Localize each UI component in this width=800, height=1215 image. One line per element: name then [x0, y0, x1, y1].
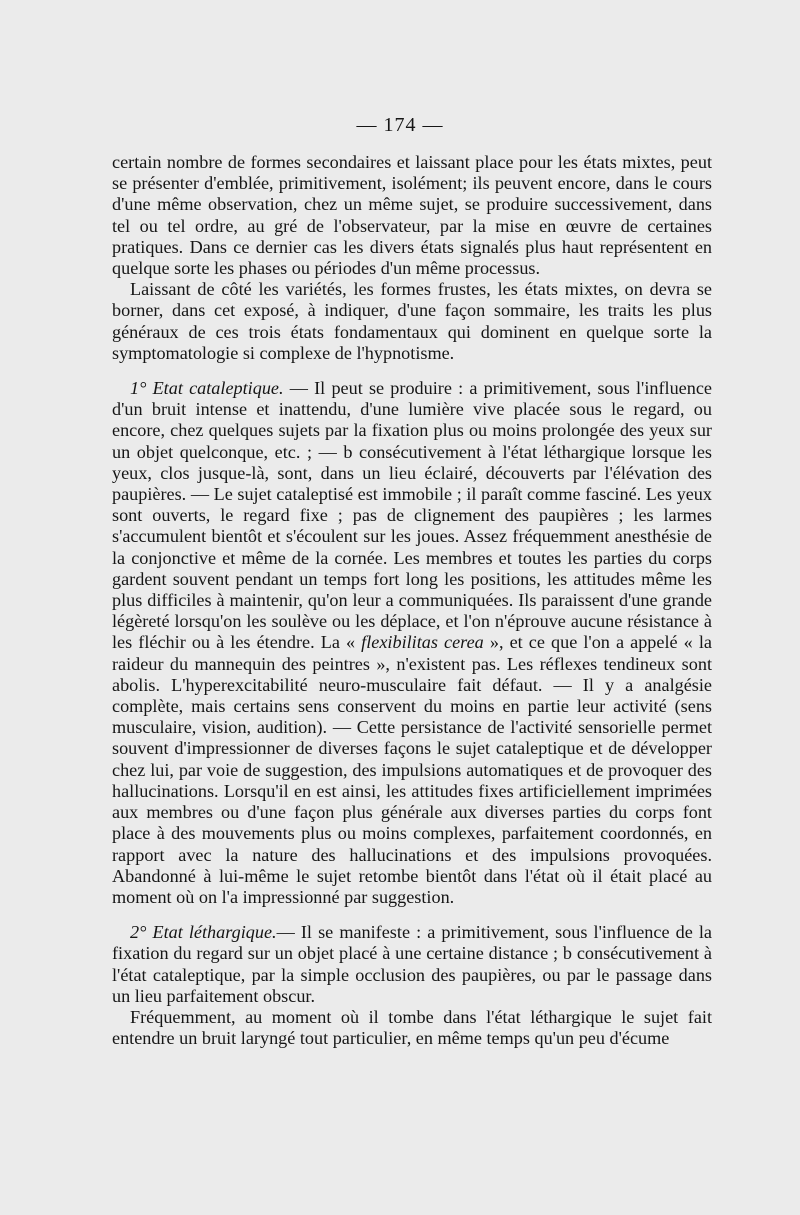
- paragraph-cataleptic-text: — Il peut se produire : a primitivement, sous l'influence d'un bruit intense et inattendu, d'une lumière vive placée sous le regard, ou encore, chez quelques sujets par la fixation plus ou moins prolongée des yeux sur un objet quelconque, etc. ; — b consécutivement à l'état léthargique lorsque les yeux, clos jusque-là, sont, dans un lieu éclairé, découverts par l'élévation des paupières. — Le sujet cataleptisé est immobile ; il paraît comme fasciné. Les yeux sont ouverts, le regard fixe ; pas de clignement des paupières ; les larmes s'accumulent bientôt et s'écoulent sur les joues. Assez fréquemment anesthésie de la conjonctive et même de la cornée. Les membres et toutes les parties du corps gardent souvent pendant un temps fort long les positions, les attitudes même les plus difficiles à maintenir, qu'on leur a communiquées. Ils paraissent d'une grande légèreté lorsqu'on les soulève ou les déplace, et l'on n'éprouve aucune résistance à les fléchir ou à les étendre. La «: [112, 378, 712, 653]
- section-heading-cataleptic: 1° Etat cataleptique.: [130, 378, 284, 399]
- body-text: [112, 152, 712, 1049]
- paragraph-cataleptic-state: [112, 378, 712, 908]
- paragraph-overview: Laissant de côté les variétés, les formes frustes, les états mixtes, on devra se borner, dans cet exposé, à indiquer, d'une façon sommaire, les traits les plus généraux de ces trois états fondamentaux qui dominent en quelque sorte la symptomatologie si complexe de l'hypnotisme.: [112, 279, 712, 363]
- section-heading-lethargic: 2° Etat léthargique.: [130, 922, 277, 943]
- italic-term: flexibilitas cerea: [361, 632, 484, 653]
- paragraph-lethargic-detail: Fréquemment, au moment où il tombe dans l'état léthargique le sujet fait entendre un bruit laryngé tout particulier, en même temps qu'un peu d'écume: [112, 1006, 712, 1049]
- paragraph-lethargic-text: — Il se manifeste : a primitivement, sous l'influence de la fixation du regard sur un objet placé à une certaine distance ; b consécutivement à l'état cataleptique, par la simple occlusion des paupières, ou par le passage dans un lieu parfaitement obscur.: [112, 922, 712, 1006]
- page-number: — 174 —: [356, 114, 444, 136]
- paragraph-lethargic-state: [112, 922, 712, 1007]
- paragraph-cataleptic-text-continued: », et ce que l'on a appelé « la raideur du mannequin des peintres », n'existent pas. Les réflexes tendineux sont abolis. L'hyperexcitabilité neuro-musculaire fait défaut. — Il y a analgésie complète, mais certains sens conservent du moins en partie leur activité (sens musculaire, vision, audition). — Cette persistance de l'activité sensorielle permet souvent d'impressionner de diverses façons le sujet cataleptique et de développer chez lui, par voie de suggestion, des impulsions automatiques et de provoquer des hallucinations. Lorsqu'il en est ainsi, les attitudes fixes artificiellement imprimées aux membres ou d'une façon plus générale aux diverses parties du corps font place à des mouvements plus ou moins complexes, parfaitement coordonnés, en rapport avec la nature des hallucinations et des impulsions provoquées. Abandonné à lui-même le sujet retombe bientôt dans l'état où il était placé au moment où on l'a impressionné par suggestion.: [112, 632, 712, 907]
- paragraph-continuation: certain nombre de formes secondaires et laissant place pour les états mixtes, peut se présenter d'emblée, primitivement, isolément; ils peuvent encore, dans le cours d'une même observation, chez un même sujet, se produire successivement, dans tel ou tel ordre, au gré de l'observateur, par la mise en œuvre de certaines pratiques. Dans ce dernier cas les divers états signalés plus haut représentent en quelque sorte les phases ou périodes d'un même processus.: [112, 152, 712, 279]
